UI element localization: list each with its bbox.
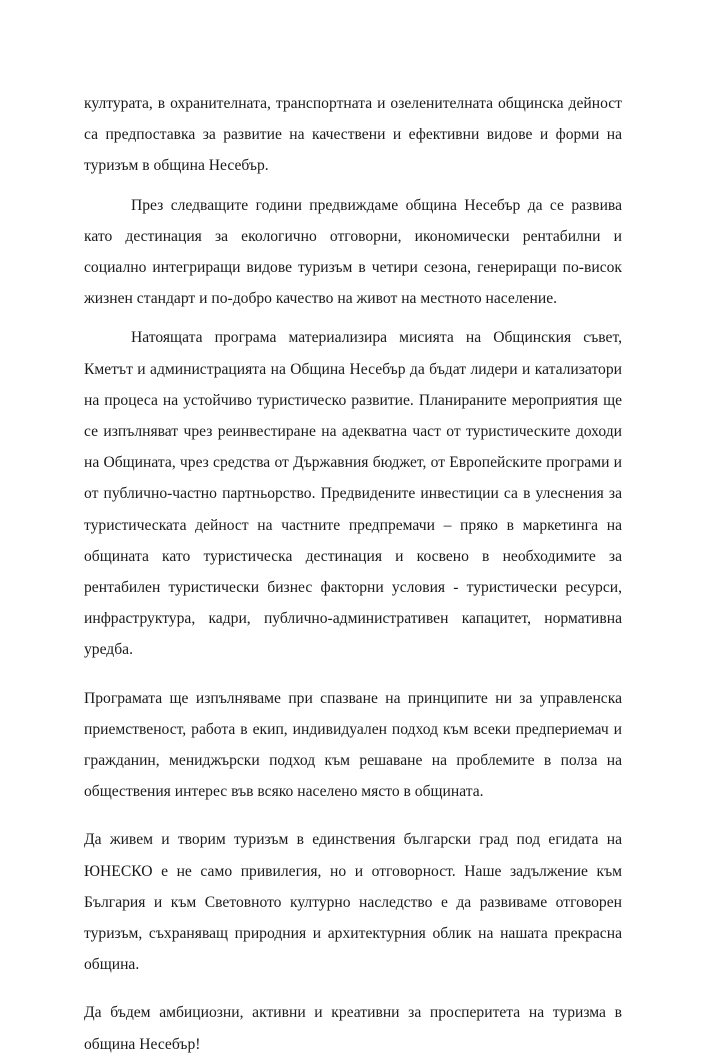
paragraph-mission: Натоящата програма материализира мисията на Общинския съвет, Кметът и администрацията на Община Несебър да бъдат лидери и катализатори на процеса на устойчиво туристическо развитие. Планираните мероприятия ще се изпълняват чрез реинвестиране на адекватна част от туристическите доходи на Общината, чрез средства от Държавния бюджет, от Европейските програми и от публично-частно партньорство. Предвидените инвестиции са в улеснения за туристическата дейност на частните предпремачи – пряко в маркетинга на общината като туристическа дестинация и косвено в необходимите за рентабилен туристически бизнес факторни условия - туристически ресурси, инфраструктура, кадри, публично-административен капацитет, нормативна уредба. (84, 329, 622, 659)
paragraph-unesco: Да живем и творим туризъм в единствения български град под егидата на ЮНЕСКО е не само привилегия, но и отговорност. Наше задължение към България и към Световното културно наследство е да развиваме отговорен туризъм, съхраняващ природния и архитектурния облик на нашата прекрасна община. (84, 831, 622, 974)
paragraph-vision: През следващите години предвиждаме община Несебър да се развива като дестинация за екологично отговорни, икономически рентабилни и социално интегриращи видове туризъм в четири сезона, генериращи по-висок жизнен стандарт и по-добро качество на живот на местното население. (84, 196, 622, 308)
paragraph-closing: Да бъдем амбициозни, активни и креативни за просперитета на туризма в община Несебър! (84, 1004, 622, 1053)
document-page (84, 88, 622, 1060)
paragraph-continuation: културата, в охранителната, транспортната и озеленителната общинска дейност са предпоставка за развитие на качествени и ефективни видове и форми на туризъм в община Несебър. (84, 95, 622, 175)
paragraph-principles: Програмата ще изпълняваме при спазване на принципите ни за управленска приемственост, работа в екип, индивидуален подход към всеки предпериемач и гражданин, мениджърски подход към решаване на проблемите в полза на обществения интерес във всяко населено място в общината. (84, 689, 622, 801)
